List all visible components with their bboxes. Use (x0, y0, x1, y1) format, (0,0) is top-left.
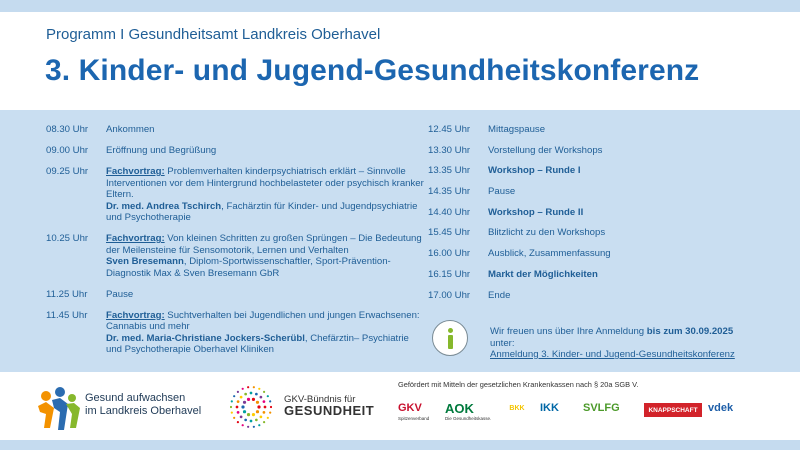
schedule-desc (106, 233, 424, 279)
insurer-sub: Spitzenverband (398, 416, 430, 421)
logo-dot (247, 398, 250, 401)
insurer-logo-gkv (398, 398, 438, 421)
page-title: 3. Kinder- und Jugend-Gesundheitskonferenz (45, 54, 700, 87)
schedule-row (428, 227, 778, 239)
logo-dot (244, 419, 247, 422)
schedule-time: 12.45 Uhr (428, 124, 471, 135)
schedule-row (428, 207, 778, 219)
speaker-info: , Chefärztin– Psychiatrie und Psychotherapie Oberhavel Kliniken (106, 332, 409, 355)
schedule-time: 14.35 Uhr (428, 186, 471, 198)
info-icon-dot (448, 328, 453, 333)
logo-dot (263, 421, 265, 423)
logo2-line1: GKV-Bündnis für (284, 394, 356, 405)
schedule-desc (106, 166, 424, 224)
logo-dot (236, 406, 239, 409)
schedule-desc: Workshop – Runde I (488, 165, 581, 177)
schedule-row (428, 165, 778, 177)
schedule-right (428, 124, 778, 310)
schedule-row (428, 145, 778, 157)
insurer-sub: Die Gesundheitskasse. (445, 416, 492, 421)
schedule-time: 13.35 Uhr (428, 165, 471, 177)
bottom-strip (0, 440, 800, 450)
insurer-name: GKV (398, 402, 422, 414)
registration-note (490, 326, 790, 361)
logo-dot (230, 406, 232, 408)
registration-text-2: unter: (490, 337, 515, 349)
logo-dot (257, 405, 260, 408)
page-subtitle: Programm I Gesundheitsamt Landkreis Oberhavel (46, 26, 381, 43)
logo-dot (231, 412, 233, 414)
gkv-buendnis-logo (230, 386, 272, 428)
logo-dot (237, 400, 240, 403)
funding-note: Gefördert mit Mitteln der gesetzlichen Krankenkassen nach § 20a SGB V. (398, 380, 639, 389)
logo-dot (242, 388, 244, 390)
logo-dot (270, 406, 272, 408)
logo-dot (241, 405, 244, 408)
talk-label: Fachvortrag: (106, 233, 165, 244)
speaker-name: Dr. med. Maria-Christiane Jockers-Scherübl (106, 332, 305, 344)
logo-dot (269, 412, 271, 414)
logo-dot (263, 400, 266, 403)
schedule-row (428, 269, 778, 281)
schedule-time: 10.25 Uhr (46, 233, 89, 244)
schedule-time: 11.25 Uhr (46, 288, 88, 300)
logo-dot (255, 393, 258, 396)
logo-dot (243, 410, 246, 413)
insurer-name: BKK (509, 404, 525, 412)
registration-deadline: bis zum 30.09.2025 (646, 326, 734, 337)
logo-dot (258, 388, 260, 390)
schedule-time: 11.45 Uhr (46, 309, 88, 321)
logo-dot (263, 411, 266, 414)
insurer-logo-svlfg (583, 398, 633, 418)
logo-dot (256, 410, 259, 413)
logo-dot (237, 391, 239, 393)
top-strip (0, 0, 800, 12)
logo-dot (260, 416, 263, 419)
schedule-time: 15.45 Uhr (428, 227, 471, 239)
logo1-line2: im Landkreis Oberhavel (85, 405, 202, 417)
insurer-name: AOK (445, 400, 474, 416)
logo2-line2: GESUNDHEIT (284, 403, 375, 418)
logo-dot (247, 413, 250, 416)
logo1-text (85, 392, 201, 418)
schedule-desc: Mittagspause (488, 124, 546, 135)
schedule-time: 16.15 Uhr (428, 268, 471, 280)
insurer-logo-bkk (505, 398, 529, 418)
schedule-time: 09.25 Uhr (46, 166, 89, 177)
schedule-desc: Ankommen (106, 124, 155, 135)
schedule-row (46, 289, 424, 301)
schedule-desc: Eröffnung und Begrüßung (106, 145, 217, 156)
schedule-time: 17.00 Uhr (428, 289, 471, 301)
registration-link[interactable]: Anmeldung 3. Kinder- und Jugend-Gesundheitskonferenz (490, 349, 735, 360)
logo2-text (284, 394, 374, 416)
logo-dot (267, 395, 269, 397)
schedule-desc: Pause (488, 186, 516, 198)
schedule-time: 08.30 Uhr (46, 124, 89, 135)
schedule-row (46, 145, 424, 157)
logo-dot (240, 396, 243, 399)
schedule-left (46, 124, 424, 365)
logo-dot (255, 419, 258, 422)
schedule-row (46, 233, 424, 279)
schedule-row (46, 166, 424, 224)
insurer-logo-vdek (708, 398, 764, 418)
schedule-time: 14.40 Uhr (428, 206, 471, 218)
logo-dot (233, 395, 235, 397)
talk-label: Fachvortrag: (106, 166, 165, 177)
logo-dot (242, 424, 244, 426)
logo-dot (244, 393, 247, 396)
logo-dot (252, 398, 255, 401)
logo-dot (263, 391, 265, 393)
logo-dot (250, 392, 253, 395)
schedule-desc: Markt der Möglichkeiten (488, 268, 598, 280)
logo-dot (269, 400, 271, 402)
insurer-name: SVLFG (583, 402, 620, 414)
info-icon-bar (448, 335, 453, 349)
logo-dot (247, 386, 249, 388)
schedule-row (428, 290, 778, 302)
talk-title: Suchtverhalten bei Jugendlichen und jungen Erwachsenen: Cannabis und mehr (106, 309, 420, 332)
talk-label: Fachvortrag: (106, 309, 165, 321)
talk-title: Von kleinen Schritten zu großen Sprüngen – Die Bedeutung der Meilensteine für Sensomotorik, Lernen und Verhalten (106, 233, 422, 256)
logo-dot (256, 401, 259, 404)
schedule-row (428, 124, 778, 136)
logo-dot (240, 416, 243, 419)
schedule-desc: Blitzlicht zu den Workshops (488, 227, 606, 239)
logo-dot (247, 426, 249, 428)
speaker-name: Sven Bresemann (106, 256, 184, 267)
logo-dot (260, 396, 263, 399)
logo-dot (252, 413, 255, 416)
logo-dot (253, 426, 255, 428)
logo-dot (243, 401, 246, 404)
schedule-row (428, 248, 778, 260)
registration-text: Wir freuen uns über Ihre Anmeldung (490, 326, 647, 337)
logo-dot (237, 421, 239, 423)
insurer-logo-aok (445, 398, 497, 421)
insurer-name: KNAPPSCHAFT (648, 406, 698, 414)
schedule-desc: Workshop – Runde II (488, 206, 584, 218)
schedule-time: 09.00 Uhr (46, 145, 89, 156)
schedule-desc: Vorstellung der Workshops (488, 144, 603, 156)
schedule-row (46, 310, 424, 356)
speaker-name: Dr. med. Andrea Tschirch (106, 200, 222, 212)
logo-dot (250, 420, 253, 423)
speaker-info: , Fachärztin für Kinder- und Jugendpsychiatrie und Psychotherapie (106, 200, 418, 223)
schedule-desc: Pause (106, 288, 134, 300)
logo-dot (264, 406, 267, 409)
insurer-name: vdek (708, 402, 734, 414)
logo-dot (237, 411, 240, 414)
schedule-row (428, 186, 778, 198)
logo-dot (253, 386, 255, 388)
schedule-row (46, 124, 424, 136)
schedule-desc: Ende (488, 289, 511, 301)
info-icon (432, 320, 468, 356)
schedule-desc (106, 310, 424, 356)
schedule-time: 16.00 Uhr (428, 248, 471, 260)
insurer-logo-ikk (540, 398, 576, 418)
logo1-line1: Gesund aufwachsen (85, 392, 186, 404)
insurer-logo-knappschaft (644, 403, 702, 417)
speaker-info: , Diplom-Sportwissenschaftler, Sport-Prävention-Diagnostik Max & Sven Bresemann GbR (106, 256, 391, 279)
talk-title: Problemverhalten kinderpsychiatrisch erklärt – Sinnvolle Interventionen vor dem Hintergrund hochbelasteter oder psychisch kranker Eltern. (106, 166, 424, 200)
schedule-desc: Ausblick, Zusammenfassung (488, 248, 611, 260)
logo-dot (233, 417, 235, 419)
logo-dot (267, 417, 269, 419)
logo-dot (231, 400, 233, 402)
insurer-name: IKK (540, 402, 559, 414)
schedule-time: 13.30 Uhr (428, 144, 471, 156)
logo-dot (258, 424, 260, 426)
